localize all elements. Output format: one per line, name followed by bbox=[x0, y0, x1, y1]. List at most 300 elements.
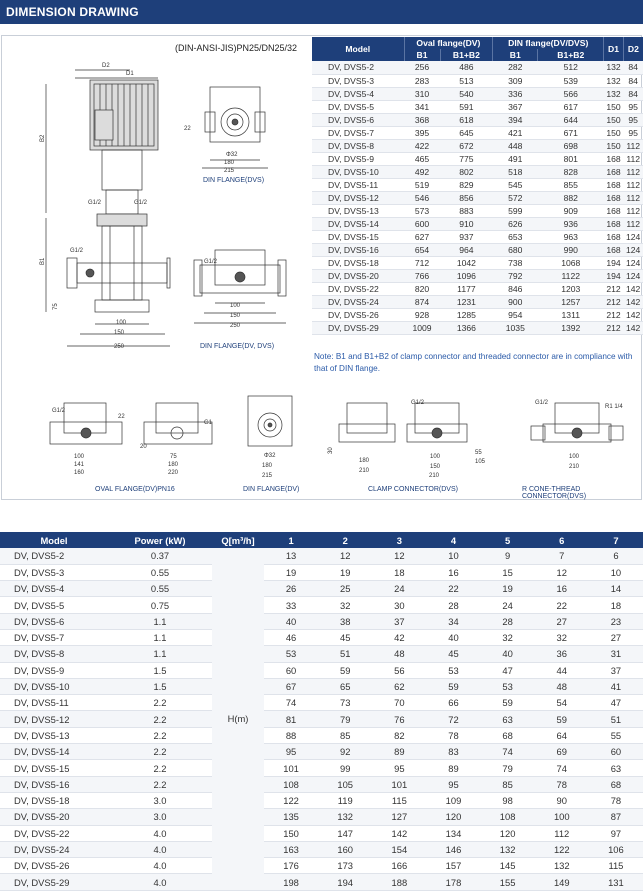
dim-100-oval: 100 bbox=[74, 454, 85, 460]
dim-cell-value: 910 bbox=[440, 217, 493, 230]
performance-table-body bbox=[0, 548, 643, 890]
dim-cell-value: 671 bbox=[538, 126, 604, 139]
performance-table-row bbox=[0, 613, 643, 629]
dim-cell-value: 95 bbox=[623, 100, 643, 113]
perf-cell-head: 40 bbox=[264, 613, 318, 629]
dim-cell-value: 801 bbox=[538, 152, 604, 165]
dim-cell-value: 964 bbox=[440, 243, 493, 256]
perf-cell-head: 37 bbox=[372, 613, 426, 629]
dim-cell-value: 310 bbox=[404, 87, 440, 100]
perf-cell-head: 53 bbox=[426, 662, 480, 678]
dim-150-din: 150 bbox=[230, 313, 241, 319]
dimension-table-row bbox=[312, 74, 643, 87]
perf-cell-head: 74 bbox=[535, 760, 589, 776]
perf-cell-head: 26 bbox=[264, 581, 318, 597]
dim-100-rcone: 100 bbox=[569, 454, 580, 460]
dim-cell-value: 1096 bbox=[440, 269, 493, 282]
dim-cell-model: DV, DVS5-10 bbox=[312, 165, 404, 178]
perf-cell-head: 14 bbox=[589, 581, 643, 597]
dim-cell-value: 540 bbox=[440, 87, 493, 100]
dim-cell-value: 168 bbox=[604, 165, 624, 178]
dim-cell-model: DV, DVS5-12 bbox=[312, 191, 404, 204]
perf-cell-head: 19 bbox=[481, 581, 535, 597]
performance-table-row bbox=[0, 711, 643, 727]
dim-cell-value: 802 bbox=[440, 165, 493, 178]
perf-cell-head: 45 bbox=[318, 629, 372, 645]
perf-cell-head: 154 bbox=[372, 841, 426, 857]
dim-22: 22 bbox=[184, 126, 191, 132]
perf-cell-head: 28 bbox=[481, 613, 535, 629]
perf-cell-head: 22 bbox=[426, 581, 480, 597]
perf-cell-head: 76 bbox=[372, 711, 426, 727]
dim-cell-value: 1311 bbox=[538, 308, 604, 321]
dim-cell-value: 792 bbox=[493, 269, 538, 282]
perf-cell-head: 41 bbox=[589, 678, 643, 694]
perf-cell-head: 38 bbox=[318, 613, 372, 629]
dim-cell-value: 518 bbox=[493, 165, 538, 178]
dim-180-oval2: 180 bbox=[168, 462, 179, 468]
dim-cell-value: 168 bbox=[604, 191, 624, 204]
perf-cell-head: 155 bbox=[481, 874, 535, 890]
dim-cell-value: 168 bbox=[604, 204, 624, 217]
dim-cell-value: 963 bbox=[538, 230, 604, 243]
pump-elevation-drawing bbox=[40, 58, 170, 358]
dim-cell-value: 599 bbox=[493, 204, 538, 217]
dim-cell-value: 1366 bbox=[440, 321, 493, 334]
performance-table-row bbox=[0, 581, 643, 597]
dimension-table-row bbox=[312, 256, 643, 269]
dimension-table-row bbox=[312, 87, 643, 100]
perf-cell-head: 54 bbox=[535, 695, 589, 711]
perf-cell-model: DV, DVS5-11 bbox=[0, 695, 108, 711]
perf-cell-model: DV, DVS5-6 bbox=[0, 613, 108, 629]
dim-cell-value: 545 bbox=[493, 178, 538, 191]
dim-cell-value: 84 bbox=[623, 74, 643, 87]
dim-cell-value: 142 bbox=[623, 308, 643, 321]
dimension-table-row bbox=[312, 61, 643, 74]
dim-cell-value: 112 bbox=[623, 139, 643, 152]
performance-table-row bbox=[0, 629, 643, 645]
dim-55: 55 bbox=[475, 450, 482, 456]
dim-cell-value: 990 bbox=[538, 243, 604, 256]
perf-cell-model: DV, DVS5-5 bbox=[0, 597, 108, 613]
performance-table-row bbox=[0, 792, 643, 808]
perf-cell-head: 64 bbox=[535, 727, 589, 743]
dim-cell-value: 591 bbox=[440, 100, 493, 113]
dim-g12-rcone: G1/2 bbox=[535, 400, 549, 406]
perf-cell-head: 89 bbox=[372, 744, 426, 760]
perf-cell-head: 33 bbox=[264, 597, 318, 613]
dim-cell-model: DV, DVS5-16 bbox=[312, 243, 404, 256]
perf-cell-head: 12 bbox=[372, 548, 426, 564]
performance-table-row bbox=[0, 597, 643, 613]
perf-cell-head: 85 bbox=[318, 727, 372, 743]
perf-cell-power: 4.0 bbox=[108, 841, 212, 857]
dim-cell-value: 95 bbox=[623, 126, 643, 139]
dim-cell-model: DV, DVS5-18 bbox=[312, 256, 404, 269]
perf-header-flow-6: 6 bbox=[535, 532, 589, 548]
oval-flange-drawing bbox=[42, 398, 132, 478]
dim-b2: B2 bbox=[40, 134, 46, 142]
perf-cell-model: DV, DVS5-24 bbox=[0, 841, 108, 857]
perf-cell-power: 4.0 bbox=[108, 858, 212, 874]
dim-cell-value: 882 bbox=[538, 191, 604, 204]
perf-header-model: Model bbox=[0, 532, 108, 548]
dim-cell-value: 653 bbox=[493, 230, 538, 243]
dimension-table-row bbox=[312, 126, 643, 139]
dim-105: 105 bbox=[475, 459, 486, 465]
dim-cell-value: 282 bbox=[493, 61, 538, 74]
dim-cell-value: 168 bbox=[604, 243, 624, 256]
perf-cell-head: 59 bbox=[318, 662, 372, 678]
perf-cell-power: 3.0 bbox=[108, 792, 212, 808]
dim-cell-value: 644 bbox=[538, 113, 604, 126]
perf-cell-head: 106 bbox=[589, 841, 643, 857]
label-rcone-connector: R CONE-THREAD CONNECTOR(DVS) bbox=[522, 486, 587, 500]
perf-cell-head: 146 bbox=[426, 841, 480, 857]
label-din-flange-dvs: DIN FLANGE(DVS) bbox=[203, 177, 265, 184]
perf-cell-power: 0.55 bbox=[108, 581, 212, 597]
dim-cell-value: 448 bbox=[493, 139, 538, 152]
perf-cell-head: 56 bbox=[372, 662, 426, 678]
dim-220: 220 bbox=[168, 470, 179, 476]
perf-header-flow-3: 3 bbox=[372, 532, 426, 548]
dim-250-din: 250 bbox=[230, 323, 241, 329]
din-flange-dv-dvs-drawing bbox=[190, 245, 290, 330]
dim-header-d2: D2 bbox=[623, 37, 643, 61]
dim-cell-value: 1035 bbox=[493, 321, 538, 334]
dim-cell-value: 766 bbox=[404, 269, 440, 282]
perf-cell-model: DV, DVS5-16 bbox=[0, 776, 108, 792]
dim-cell-value: 928 bbox=[404, 308, 440, 321]
dim-r14: R1 1/4 bbox=[605, 404, 623, 410]
dim-cell-value: 1177 bbox=[440, 282, 493, 295]
dim-cell-value: 168 bbox=[604, 178, 624, 191]
perf-cell-head: 44 bbox=[535, 662, 589, 678]
dim-cell-model: DV, DVS5-4 bbox=[312, 87, 404, 100]
performance-table-row bbox=[0, 678, 643, 694]
dim-cell-value: 150 bbox=[604, 113, 624, 126]
performance-table-row bbox=[0, 727, 643, 743]
perf-cell-head: 101 bbox=[264, 760, 318, 776]
dim-cell-value: 937 bbox=[440, 230, 493, 243]
perf-cell-head: 83 bbox=[426, 744, 480, 760]
perf-cell-head: 132 bbox=[318, 809, 372, 825]
dim-cell-value: 95 bbox=[623, 113, 643, 126]
perf-cell-head: 23 bbox=[589, 613, 643, 629]
dim-210-rcone: 210 bbox=[569, 464, 580, 470]
dim-cell-value: 395 bbox=[404, 126, 440, 139]
perf-cell-head: 198 bbox=[264, 874, 318, 890]
dim-cell-model: DV, DVS5-8 bbox=[312, 139, 404, 152]
dim-cell-value: 1257 bbox=[538, 295, 604, 308]
dim-cell-model: DV, DVS5-26 bbox=[312, 308, 404, 321]
perf-cell-head: 67 bbox=[264, 678, 318, 694]
dim-cell-model: DV, DVS5-5 bbox=[312, 100, 404, 113]
dim-header-model: Model bbox=[312, 37, 404, 61]
dim-g1: G1 bbox=[204, 420, 213, 426]
perf-cell-head: 45 bbox=[426, 646, 480, 662]
dim-b1: B1 bbox=[40, 257, 46, 265]
dimension-table-row bbox=[312, 152, 643, 165]
dimension-table-body bbox=[312, 61, 643, 334]
dim-75-oval2: 75 bbox=[170, 454, 177, 460]
perf-cell-head: 79 bbox=[481, 760, 535, 776]
dimension-table-row bbox=[312, 165, 643, 178]
dim-cell-value: 698 bbox=[538, 139, 604, 152]
dim-header-oval-b1b2: B1+B2 bbox=[440, 49, 493, 61]
perf-cell-head: 115 bbox=[589, 858, 643, 874]
perf-cell-model: DV, DVS5-4 bbox=[0, 581, 108, 597]
dim-cell-value: 212 bbox=[604, 308, 624, 321]
dim-cell-value: 546 bbox=[404, 191, 440, 204]
perf-cell-head: 66 bbox=[426, 695, 480, 711]
perf-cell-head: 37 bbox=[589, 662, 643, 678]
perf-cell-head: 132 bbox=[535, 858, 589, 874]
perf-cell-head: 28 bbox=[426, 597, 480, 613]
dim-cell-model: DV, DVS5-7 bbox=[312, 126, 404, 139]
perf-cell-power: 3.0 bbox=[108, 809, 212, 825]
perf-cell-head: 73 bbox=[318, 695, 372, 711]
perf-cell-head: 13 bbox=[264, 548, 318, 564]
dim-150: 150 bbox=[114, 330, 125, 336]
dim-cell-value: 1009 bbox=[404, 321, 440, 334]
perf-cell-model: DV, DVS5-10 bbox=[0, 678, 108, 694]
perf-cell-head: 90 bbox=[535, 792, 589, 808]
dim-d1: D1 bbox=[126, 71, 134, 77]
perf-cell-head: 120 bbox=[481, 825, 535, 841]
perf-cell-head: 47 bbox=[481, 662, 535, 678]
performance-table-row bbox=[0, 825, 643, 841]
perf-cell-head: 24 bbox=[481, 597, 535, 613]
perf-cell-head: 60 bbox=[589, 744, 643, 760]
dim-cell-value: 168 bbox=[604, 217, 624, 230]
perf-cell-head: 51 bbox=[589, 711, 643, 727]
dim-cell-value: 566 bbox=[538, 87, 604, 100]
dim-cell-value: 309 bbox=[493, 74, 538, 87]
dim-cell-value: 519 bbox=[404, 178, 440, 191]
performance-table-row bbox=[0, 858, 643, 874]
perf-cell-head: 53 bbox=[481, 678, 535, 694]
dim-cell-value: 84 bbox=[623, 87, 643, 100]
dim-cell-value: 828 bbox=[538, 165, 604, 178]
perf-cell-head: 12 bbox=[535, 564, 589, 580]
dim-100-clamp: 100 bbox=[430, 454, 441, 460]
perf-cell-head: 59 bbox=[535, 711, 589, 727]
perf-cell-head: 122 bbox=[264, 792, 318, 808]
perf-cell-head: 101 bbox=[372, 776, 426, 792]
dim-250: 250 bbox=[114, 344, 125, 350]
perf-cell-head: 88 bbox=[264, 727, 318, 743]
performance-table bbox=[0, 532, 643, 891]
perf-cell-power: 2.2 bbox=[108, 727, 212, 743]
dim-d2: D2 bbox=[102, 63, 110, 69]
dim-cell-value: 112 bbox=[623, 178, 643, 191]
dim-cell-model: DV, DVS5-13 bbox=[312, 204, 404, 217]
dim-cell-value: 626 bbox=[493, 217, 538, 230]
perf-cell-head: 27 bbox=[589, 629, 643, 645]
perf-cell-model: DV, DVS5-9 bbox=[0, 662, 108, 678]
perf-cell-head: 78 bbox=[426, 727, 480, 743]
performance-table-row bbox=[0, 695, 643, 711]
perf-cell-head: 18 bbox=[372, 564, 426, 580]
perf-cell-head: 194 bbox=[318, 874, 372, 890]
dim-header-d1: D1 bbox=[604, 37, 624, 61]
dim-100: 100 bbox=[116, 320, 127, 326]
perf-cell-head: 34 bbox=[426, 613, 480, 629]
perf-cell-head: 32 bbox=[535, 629, 589, 645]
perf-cell-head: 176 bbox=[264, 858, 318, 874]
dim-210-clamp-b: 210 bbox=[429, 473, 440, 479]
dim-cell-value: 256 bbox=[404, 61, 440, 74]
performance-table-row bbox=[0, 548, 643, 564]
perf-cell-power: 1.5 bbox=[108, 678, 212, 694]
dim-g12-drain: G1/2 bbox=[70, 248, 84, 254]
perf-cell-head: 87 bbox=[589, 809, 643, 825]
perf-cell-head: 135 bbox=[264, 809, 318, 825]
perf-cell-head: 178 bbox=[426, 874, 480, 890]
performance-table-row bbox=[0, 874, 643, 890]
dim-cell-value: 1285 bbox=[440, 308, 493, 321]
perf-cell-power: 1.1 bbox=[108, 613, 212, 629]
dim-cell-value: 168 bbox=[604, 230, 624, 243]
dim-cell-model: DV, DVS5-9 bbox=[312, 152, 404, 165]
dim-cell-value: 829 bbox=[440, 178, 493, 191]
dim-cell-value: 712 bbox=[404, 256, 440, 269]
perf-cell-head: 31 bbox=[589, 646, 643, 662]
perf-cell-model: DV, DVS5-18 bbox=[0, 792, 108, 808]
dim-cell-value: 112 bbox=[623, 165, 643, 178]
rcone-connector-drawing bbox=[525, 398, 635, 478]
perf-cell-head: 6 bbox=[589, 548, 643, 564]
dim-cell-value: 883 bbox=[440, 204, 493, 217]
dim-g12-oval: G1/2 bbox=[52, 408, 66, 414]
dim-cell-value: 1392 bbox=[538, 321, 604, 334]
perf-cell-head: 10 bbox=[426, 548, 480, 564]
perf-cell-model: DV, DVS5-29 bbox=[0, 874, 108, 890]
dim-g12-right: G1/2 bbox=[134, 200, 148, 206]
perf-cell-head: 48 bbox=[372, 646, 426, 662]
dim-75: 75 bbox=[53, 303, 59, 310]
perf-cell-head: 147 bbox=[318, 825, 372, 841]
perf-cell-power: 2.2 bbox=[108, 711, 212, 727]
dim-32: Φ32 bbox=[226, 152, 238, 158]
dim-30: 30 bbox=[328, 447, 334, 454]
section-title: DIMENSION DRAWING bbox=[0, 0, 643, 24]
dimension-table bbox=[312, 37, 643, 335]
dim-cell-value: 132 bbox=[604, 61, 624, 74]
perf-cell-head: 32 bbox=[481, 629, 535, 645]
dim-cell-value: 142 bbox=[623, 282, 643, 295]
perf-cell-model: DV, DVS5-8 bbox=[0, 646, 108, 662]
dim-cell-value: 422 bbox=[404, 139, 440, 152]
perf-cell-head: 12 bbox=[318, 548, 372, 564]
perf-cell-model: DV, DVS5-22 bbox=[0, 825, 108, 841]
dim-cell-model: DV, DVS5-24 bbox=[312, 295, 404, 308]
dim-header-din-b1: B1 bbox=[493, 49, 538, 61]
perf-cell-head: 108 bbox=[481, 809, 535, 825]
dim-cell-value: 627 bbox=[404, 230, 440, 243]
perf-cell-head: 81 bbox=[264, 711, 318, 727]
dim-cell-model: DV, DVS5-20 bbox=[312, 269, 404, 282]
dim-cell-value: 1203 bbox=[538, 282, 604, 295]
clamp-connector-drawing bbox=[325, 398, 505, 478]
perf-cell-head: 65 bbox=[318, 678, 372, 694]
dim-cell-value: 936 bbox=[538, 217, 604, 230]
perf-cell-head: 173 bbox=[318, 858, 372, 874]
perf-cell-model: DV, DVS5-12 bbox=[0, 711, 108, 727]
perf-cell-head: 27 bbox=[535, 613, 589, 629]
perf-cell-head: 46 bbox=[264, 629, 318, 645]
dim-cell-value: 132 bbox=[604, 74, 624, 87]
dim-cell-value: 1231 bbox=[440, 295, 493, 308]
perf-cell-head: 109 bbox=[426, 792, 480, 808]
perf-cell-head: 95 bbox=[264, 744, 318, 760]
perf-cell-head: 74 bbox=[264, 695, 318, 711]
perf-cell-head: 95 bbox=[372, 760, 426, 776]
dim-cell-value: 856 bbox=[440, 191, 493, 204]
perf-cell-head: 47 bbox=[589, 695, 643, 711]
perf-cell-head: 72 bbox=[426, 711, 480, 727]
performance-table-row bbox=[0, 841, 643, 857]
dimension-table-row bbox=[312, 282, 643, 295]
perf-cell-head: 9 bbox=[481, 548, 535, 564]
perf-cell-power: 2.2 bbox=[108, 776, 212, 792]
perf-cell-head: 24 bbox=[372, 581, 426, 597]
dim-header-oval: Oval flange(DV) bbox=[404, 37, 493, 49]
perf-cell-model: DV, DVS5-15 bbox=[0, 760, 108, 776]
perf-cell-power: 0.55 bbox=[108, 564, 212, 580]
dim-cell-value: 150 bbox=[604, 139, 624, 152]
dim-cell-value: 909 bbox=[538, 204, 604, 217]
dim-cell-value: 367 bbox=[493, 100, 538, 113]
perf-cell-head: 40 bbox=[426, 629, 480, 645]
dim-cell-value: 1042 bbox=[440, 256, 493, 269]
din-flange-dvs-drawing bbox=[180, 82, 290, 182]
perf-cell-model: DV, DVS5-26 bbox=[0, 858, 108, 874]
dim-cell-value: 900 bbox=[493, 295, 538, 308]
dim-header-din-b1b2: B1+B2 bbox=[538, 49, 604, 61]
perf-header-flow-7: 7 bbox=[589, 532, 643, 548]
dimension-table-row bbox=[312, 217, 643, 230]
dim-cell-value: 124 bbox=[623, 269, 643, 282]
perf-cell-head: 108 bbox=[264, 776, 318, 792]
dim-cell-value: 465 bbox=[404, 152, 440, 165]
dim-180: 180 bbox=[224, 160, 235, 166]
dim-cell-model: DV, DVS5-15 bbox=[312, 230, 404, 243]
dim-cell-value: 654 bbox=[404, 243, 440, 256]
dim-100-din: 100 bbox=[230, 303, 241, 309]
perf-cell-model: DV, DVS5-2 bbox=[0, 548, 108, 564]
dim-215-dv: 215 bbox=[262, 473, 273, 479]
dimension-table-row bbox=[312, 139, 643, 152]
perf-cell-head: 163 bbox=[264, 841, 318, 857]
dim-cell-value: 336 bbox=[493, 87, 538, 100]
perf-cell-head: 48 bbox=[535, 678, 589, 694]
perf-cell-head: 10 bbox=[589, 564, 643, 580]
perf-cell-power: 2.2 bbox=[108, 695, 212, 711]
dim-cell-value: 846 bbox=[493, 282, 538, 295]
perf-cell-head: 92 bbox=[318, 744, 372, 760]
dim-cell-value: 132 bbox=[604, 87, 624, 100]
dim-cell-value: 855 bbox=[538, 178, 604, 191]
perf-cell-head: 69 bbox=[535, 744, 589, 760]
performance-table-row bbox=[0, 564, 643, 580]
dimension-table-row bbox=[312, 178, 643, 191]
dim-cell-value: 775 bbox=[440, 152, 493, 165]
dim-cell-value: 84 bbox=[623, 61, 643, 74]
perf-cell-head: 16 bbox=[426, 564, 480, 580]
